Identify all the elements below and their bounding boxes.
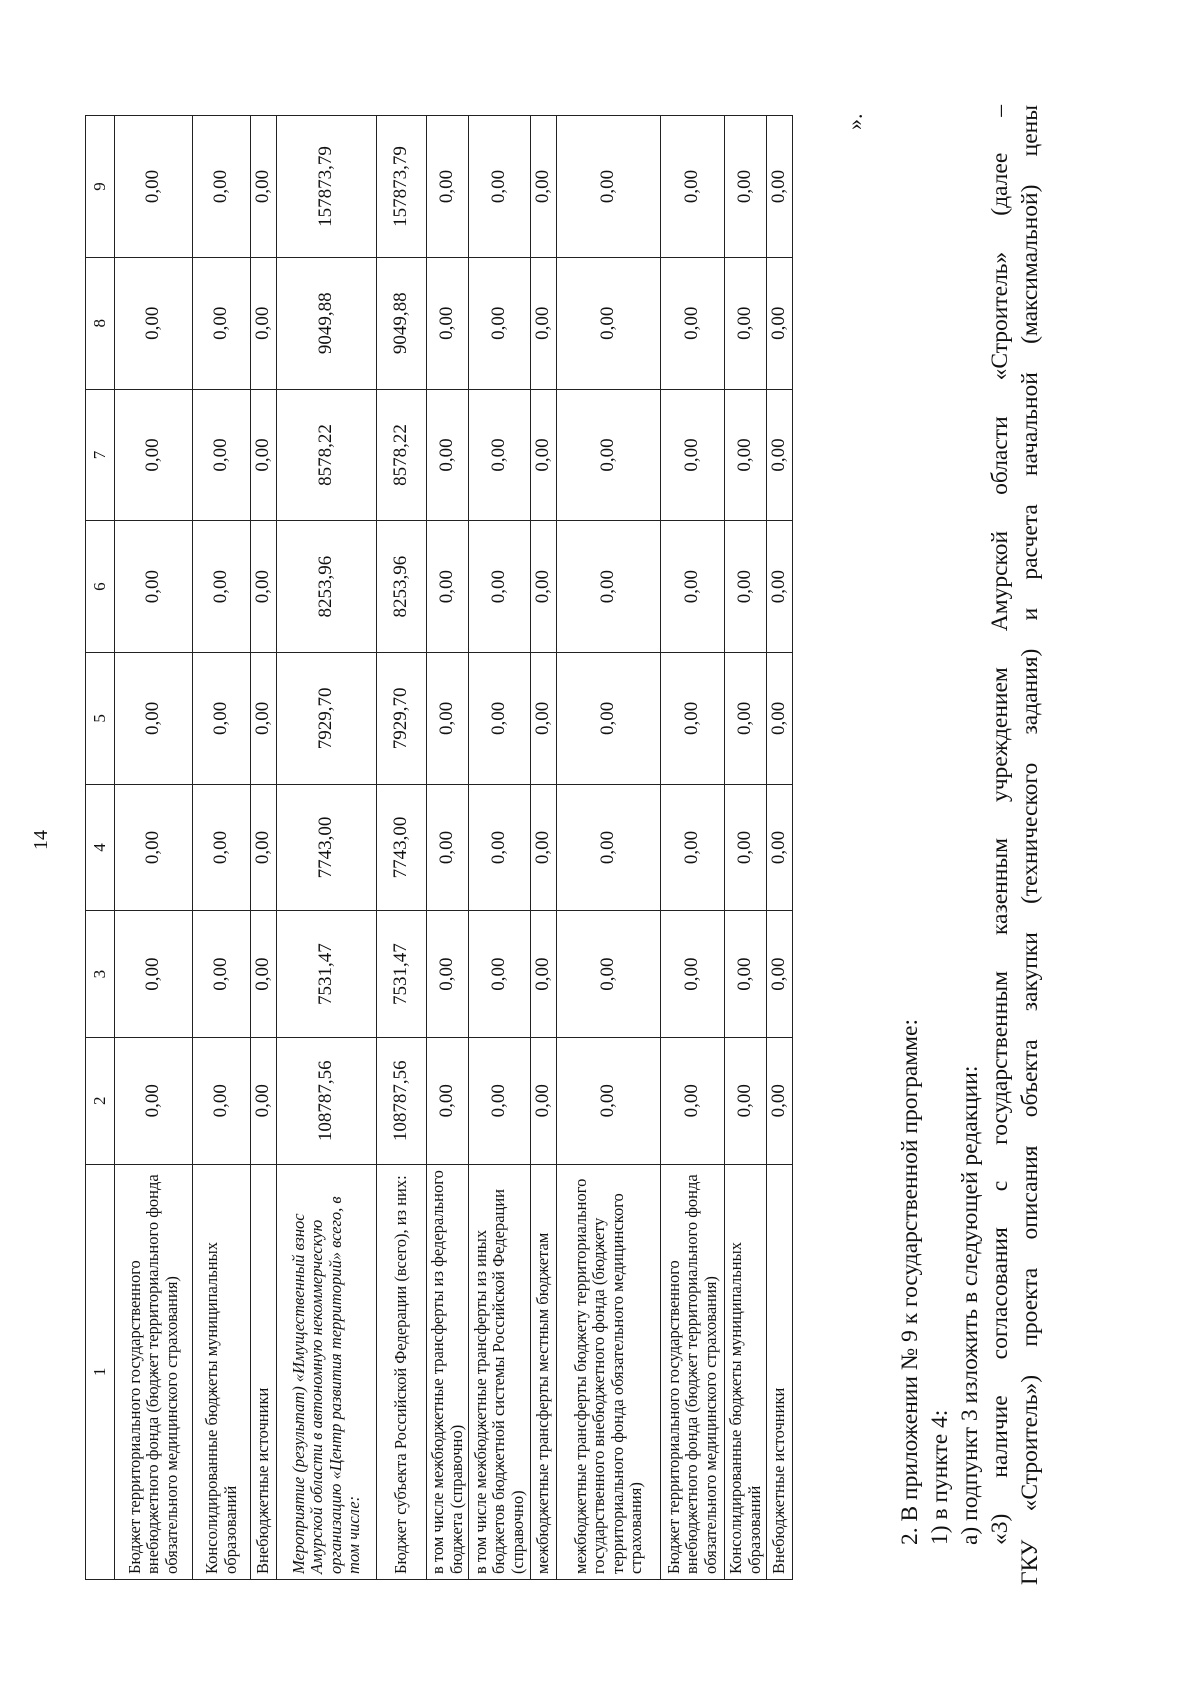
closing-quote: ». xyxy=(842,113,867,130)
value-cell: 0,00 xyxy=(557,1037,661,1164)
value-cell: 0,00 xyxy=(469,389,531,521)
value-cell: 0,00 xyxy=(115,257,193,389)
value-cell: 0,00 xyxy=(661,911,725,1038)
value-cell: 0,00 xyxy=(251,257,277,389)
row-label: Бюджет субъекта Российской Федерации (всего), из них: xyxy=(377,1164,427,1579)
header-cell: 3 xyxy=(86,911,115,1038)
value-cell: 0,00 xyxy=(531,1037,557,1164)
value-cell: 0,00 xyxy=(427,911,469,1038)
row-label: Мероприятие (результат) «Имущественный взнос Амурской области в автономную некоммерческую организацию «Центр развития территорий» всего, в том числе: xyxy=(277,1164,377,1579)
value-cell: 0,00 xyxy=(725,1037,767,1164)
table-row xyxy=(193,116,251,1580)
row-label: Внебюджетные источники xyxy=(251,1164,277,1579)
table-row xyxy=(115,116,193,1580)
value-cell: 0,00 xyxy=(531,652,557,784)
value-cell: 0,00 xyxy=(767,257,793,389)
row-label: межбюджетные трансферты местным бюджетам xyxy=(531,1164,557,1579)
value-cell: 157873,79 xyxy=(277,116,377,258)
value-cell: 0,00 xyxy=(193,257,251,389)
row-label: Бюджет территориального государственного внебюджетного фонда (бюджет территориального фонда обязательного медицинского страхования) xyxy=(115,1164,193,1579)
value-cell: 0,00 xyxy=(251,116,277,258)
row-label: Бюджет территориального государственного внебюджетного фонда (бюджет территориального фонда обязательного медицинского страхования) xyxy=(661,1164,725,1579)
value-cell: 0,00 xyxy=(427,652,469,784)
value-cell: 0,00 xyxy=(469,911,531,1038)
value-cell: 0,00 xyxy=(427,521,469,653)
value-cell: 0,00 xyxy=(557,784,661,911)
value-cell: 0,00 xyxy=(115,911,193,1038)
value-cell: 0,00 xyxy=(725,911,767,1038)
value-cell: 0,00 xyxy=(427,784,469,911)
table-row xyxy=(277,116,377,1580)
value-cell: 0,00 xyxy=(469,652,531,784)
value-cell: 0,00 xyxy=(661,116,725,258)
paragraph: 2. В приложении № 9 к государственной программе: xyxy=(897,1019,923,1545)
value-cell: 0,00 xyxy=(193,116,251,258)
value-cell: 0,00 xyxy=(661,784,725,911)
value-cell: 0,00 xyxy=(725,784,767,911)
value-cell: 0,00 xyxy=(427,116,469,258)
value-cell: 0,00 xyxy=(725,389,767,521)
value-cell: 0,00 xyxy=(767,784,793,911)
row-label: Консолидированные бюджеты муниципальных образований xyxy=(725,1164,767,1579)
value-cell: 0,00 xyxy=(427,389,469,521)
value-cell: 0,00 xyxy=(469,257,531,389)
row-label: в том числе межбюджетные трансферты из федерального бюджета (справочно) xyxy=(427,1164,469,1579)
value-cell: 0,00 xyxy=(725,652,767,784)
value-cell: 108787,56 xyxy=(377,1037,427,1164)
value-cell: 0,00 xyxy=(557,521,661,653)
value-cell: 0,00 xyxy=(251,389,277,521)
value-cell: 0,00 xyxy=(193,1037,251,1164)
value-cell: 9049,88 xyxy=(377,257,427,389)
value-cell: 0,00 xyxy=(767,652,793,784)
value-cell: 0,00 xyxy=(767,116,793,258)
value-cell: 0,00 xyxy=(251,784,277,911)
paragraph: а) подпункт 3 изложить в следующей редакции: xyxy=(957,1065,983,1545)
table-row xyxy=(251,116,277,1580)
value-cell: 0,00 xyxy=(469,521,531,653)
header-cell: 2 xyxy=(86,1037,115,1164)
value-cell: 0,00 xyxy=(193,389,251,521)
value-cell: 0,00 xyxy=(469,1037,531,1164)
value-cell: 9049,88 xyxy=(277,257,377,389)
value-cell: 157873,79 xyxy=(377,116,427,258)
table-row xyxy=(531,116,557,1580)
value-cell: 0,00 xyxy=(557,911,661,1038)
value-cell: 0,00 xyxy=(193,521,251,653)
value-cell: 0,00 xyxy=(115,784,193,911)
value-cell: 0,00 xyxy=(115,1037,193,1164)
value-cell: 0,00 xyxy=(725,116,767,258)
value-cell: 0,00 xyxy=(193,911,251,1038)
value-cell: 0,00 xyxy=(115,116,193,258)
value-cell: 8253,96 xyxy=(377,521,427,653)
value-cell: 8253,96 xyxy=(277,521,377,653)
value-cell: 0,00 xyxy=(557,116,661,258)
value-cell: 0,00 xyxy=(115,389,193,521)
value-cell: 0,00 xyxy=(767,1037,793,1164)
value-cell: 0,00 xyxy=(531,521,557,653)
header-cell: 7 xyxy=(86,389,115,521)
value-cell: 0,00 xyxy=(661,1037,725,1164)
value-cell: 8578,22 xyxy=(377,389,427,521)
header-cell: 1 xyxy=(86,1164,115,1579)
row-label: Консолидированные бюджеты муниципальных образований xyxy=(193,1164,251,1579)
value-cell: 0,00 xyxy=(251,1037,277,1164)
value-cell: 0,00 xyxy=(115,652,193,784)
budget-table-body xyxy=(86,116,793,1580)
header-cell: 9 xyxy=(86,116,115,258)
value-cell: 7743,00 xyxy=(277,784,377,911)
value-cell: 0,00 xyxy=(531,389,557,521)
value-cell: 7929,70 xyxy=(377,652,427,784)
value-cell: 0,00 xyxy=(251,521,277,653)
value-cell: 0,00 xyxy=(725,257,767,389)
value-cell: 0,00 xyxy=(661,257,725,389)
header-cell: 5 xyxy=(86,652,115,784)
value-cell: 0,00 xyxy=(661,389,725,521)
table-row xyxy=(725,116,767,1580)
value-cell: 0,00 xyxy=(557,389,661,521)
table-row xyxy=(767,116,793,1580)
value-cell: 0,00 xyxy=(531,784,557,911)
value-cell: 0,00 xyxy=(767,911,793,1038)
table-row xyxy=(469,116,531,1580)
table-row xyxy=(557,116,661,1580)
table-row xyxy=(661,116,725,1580)
value-cell: 0,00 xyxy=(251,911,277,1038)
value-cell: 0,00 xyxy=(661,521,725,653)
page-number: 14 xyxy=(30,830,52,850)
table-row xyxy=(427,116,469,1580)
value-cell: 0,00 xyxy=(725,521,767,653)
header-cell: 6 xyxy=(86,521,115,653)
value-cell: 7531,47 xyxy=(277,911,377,1038)
value-cell: 0,00 xyxy=(427,257,469,389)
value-cell: 0,00 xyxy=(469,784,531,911)
header-cell: 4 xyxy=(86,784,115,911)
header-cell: 8 xyxy=(86,257,115,389)
table-row xyxy=(377,116,427,1580)
value-cell: 7743,00 xyxy=(377,784,427,911)
table-header-row xyxy=(86,116,115,1580)
paragraph: «3) наличие согласования с государственным казенным учреждением Амурской области «Строитель» (далее – xyxy=(987,105,1013,1545)
row-label: межбюджетные трансферты бюджету территориального государственного внебюджетного фонда (бюджету территориального фонда обязательного медицинского страхования) xyxy=(557,1164,661,1579)
paragraph: ГКУ «Строитель») проекта описания объекта закупки (технического задания) и расчета начальной (максимальной) цены xyxy=(1017,105,1043,1585)
value-cell: 8578,22 xyxy=(277,389,377,521)
value-cell: 0,00 xyxy=(469,116,531,258)
value-cell: 0,00 xyxy=(531,257,557,389)
value-cell: 7531,47 xyxy=(377,911,427,1038)
value-cell: 7929,70 xyxy=(277,652,377,784)
value-cell: 0,00 xyxy=(193,652,251,784)
row-label: Внебюджетные источники xyxy=(767,1164,793,1579)
paragraph: 1) в пункте 4: xyxy=(927,1409,953,1545)
budget-table xyxy=(85,115,793,1580)
value-cell: 0,00 xyxy=(531,116,557,258)
value-cell: 0,00 xyxy=(251,652,277,784)
row-label: в том числе межбюджетные трансферты из иных бюджетов бюджетной системы Российской Федерации (справочно) xyxy=(469,1164,531,1579)
value-cell: 0,00 xyxy=(115,521,193,653)
value-cell: 108787,56 xyxy=(277,1037,377,1164)
value-cell: 0,00 xyxy=(427,1037,469,1164)
body-text xyxy=(895,105,1045,1585)
value-cell: 0,00 xyxy=(193,784,251,911)
value-cell: 0,00 xyxy=(531,911,557,1038)
value-cell: 0,00 xyxy=(557,257,661,389)
value-cell: 0,00 xyxy=(557,652,661,784)
value-cell: 0,00 xyxy=(661,652,725,784)
value-cell: 0,00 xyxy=(767,389,793,521)
value-cell: 0,00 xyxy=(767,521,793,653)
